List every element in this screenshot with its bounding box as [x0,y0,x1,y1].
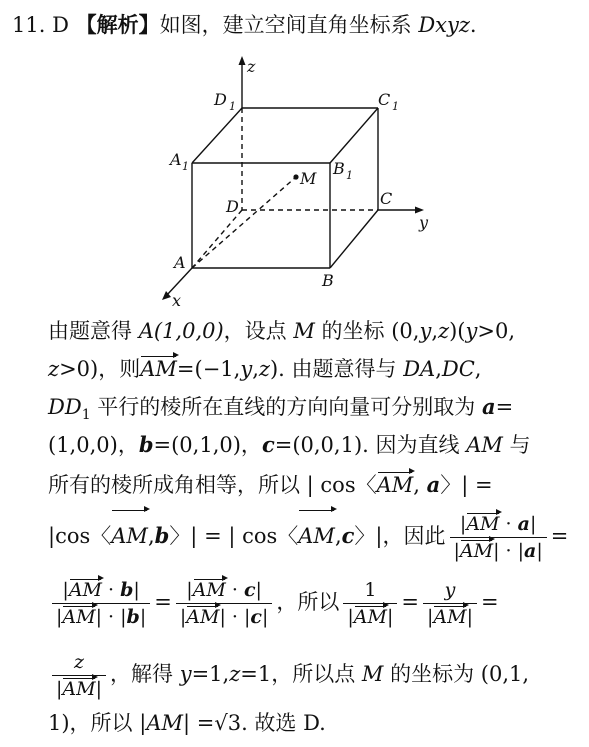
svg-text:1: 1 [346,169,353,182]
fraction-y-am: $\frac{y}{|AM|}$ [423,577,477,630]
fraction-1-am: $\frac{1}{|AM|}$ [343,577,397,630]
answer-letter: D [52,13,69,37]
label-c: C [380,189,393,208]
label-a1: A [170,150,182,169]
label-z: z [247,57,256,76]
fraction-am-a: $\frac{|AM \cdot a|}{|AM| \cdot |a|}$ [450,511,547,564]
fraction-z-am: $\frac{z}{|AM|}$ [52,649,106,702]
solution-line-6: |cos〈AM,b〉| = | cos〈AM,c〉|，因此 $\frac{|AM \cdot a|}{|AM| \cdot |a|}$ = [48,508,568,564]
question-number: 11. [12,13,46,37]
analysis-tag: 【解析】 [75,12,160,37]
header-line: 11. D 【解析】如图，建立空间直角坐标系 Dxyz. [12,12,477,37]
solution-line-9: 1)，所以 |AM| =√3. 故选 D. [48,711,326,735]
fraction-am-c: $\frac{|AM \cdot c|}{|AM| \cdot |c|}$ [176,577,273,630]
label-d: D [226,197,239,216]
intro-text: 如图，建立空间直角坐标系 [159,13,412,37]
point-m-dot [293,174,298,179]
coordinate-system: Dxyz [418,13,470,37]
label-a: A [174,253,186,272]
label-m: M [300,169,317,188]
solution-line-2: z>0)，则AM=(−1,y,z). 由题意得与 DA,DC, [48,354,481,384]
label-x: x [172,291,182,310]
label-b1: B [333,159,345,178]
label-d1: D [214,90,227,109]
solution-line-3: $DD_1$ 平行的棱所在直线的方向向量可分别取为 a= [48,394,514,423]
solution-line-4: (1,0,0)，b=(0,1,0)，c=(0,0,1). 因为直线 AM 与 [48,432,531,457]
cube-figure [150,50,440,310]
label-c1: C [378,90,391,109]
label-y: y [419,213,429,232]
svg-text:1: 1 [229,100,236,113]
label-b: B [322,271,334,290]
solution-line-7: $\frac{|AM \cdot b|}{|AM| \cdot |b|}$ = $\frac{|AM \cdot c|}{|AM| \cdot |c|}$ ，所以 $\frac{1}{|AM|}$ = $\frac{y}{|AM|}$ = [48,572,499,632]
solution-line-5: 所有的棱所成角相等，所以 | cos〈AM, a〉| = [48,470,493,500]
svg-text:1: 1 [182,160,189,173]
fraction-am-b: $\frac{|AM \cdot b|}{|AM| \cdot |b|}$ [52,577,150,630]
solution-line-1: 由题意得 A(1,0,0)，设点 M 的坐标 (0,y,z)(y>0, [48,319,516,343]
svg-text:1: 1 [392,100,399,113]
solution-line-8: $\frac{z}{|AM|}$ ，解得 y=1,z=1，所以点 M 的坐标为 (0,1, [48,644,529,704]
